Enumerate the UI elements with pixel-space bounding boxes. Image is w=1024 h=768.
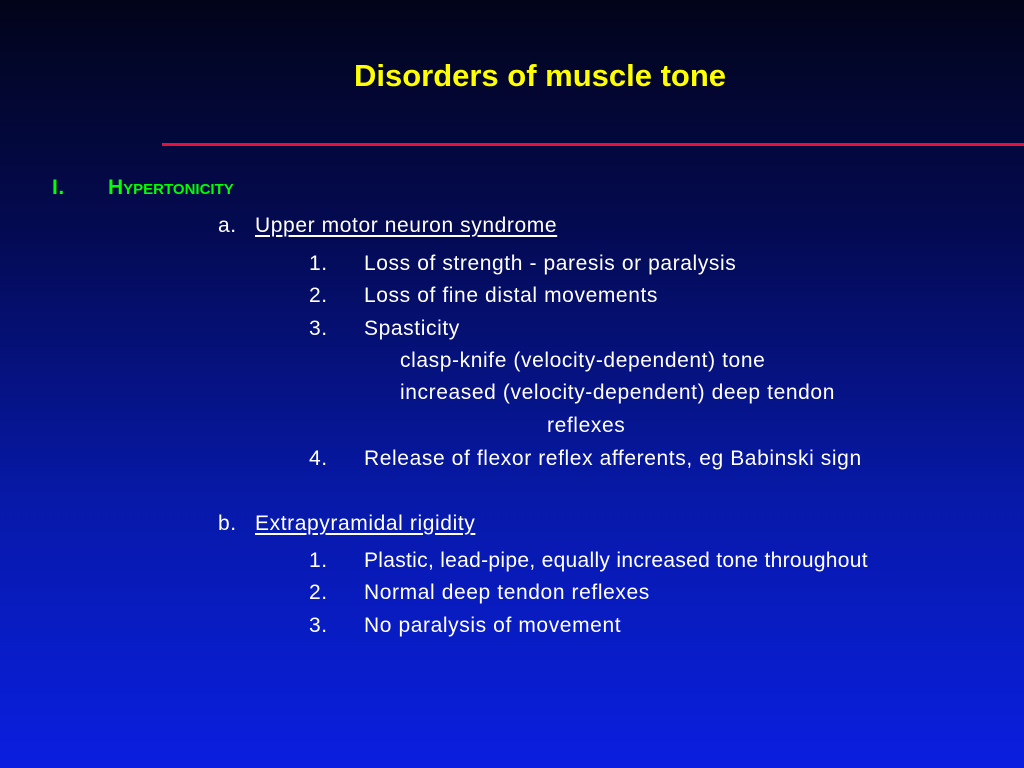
list-item-text: Loss of fine distal movements: [364, 284, 659, 307]
section-heading-initial: H: [108, 176, 124, 199]
section-heading-rest: YPERTONICITY: [123, 181, 234, 198]
section-number: I.: [52, 176, 65, 199]
list-item-text: Normal deep tendon reflexes: [364, 581, 650, 604]
spasticity-detail: increased (velocity-dependent) deep tendon: [400, 381, 835, 404]
list-item-number: 2.: [309, 284, 328, 307]
subsection-b-heading: Extrapyramidal rigidity: [255, 512, 476, 535]
list-item-text: No paralysis of movement: [364, 614, 622, 637]
spasticity-detail-continued: reflexes: [547, 414, 626, 437]
subsection-b-marker: b.: [218, 512, 237, 535]
subsection-a-heading: Upper motor neuron syndrome: [255, 214, 558, 237]
list-item-text: Spasticity: [364, 317, 460, 340]
list-item-text: Release of flexor reflex afferents, eg Babinski sign: [364, 447, 862, 470]
list-item-number: 4.: [309, 447, 328, 470]
slide-title: Disorders of muscle tone: [353, 58, 727, 93]
list-item-text: Loss of strength - paresis or paralysis: [364, 252, 737, 275]
list-item-number: 3.: [309, 614, 328, 637]
subsection-a-marker: a.: [218, 214, 237, 237]
spasticity-detail: clasp-knife (velocity-dependent) tone: [400, 349, 766, 372]
list-item-number: 2.: [309, 581, 328, 604]
list-item-number: 1.: [309, 549, 328, 572]
title-divider: [162, 143, 1024, 146]
list-item-text: Plastic, lead-pipe, equally increased tone throughout: [364, 549, 868, 572]
list-item-number: 3.: [309, 317, 328, 340]
section-heading: [108, 176, 234, 200]
list-item-number: 1.: [309, 252, 328, 275]
